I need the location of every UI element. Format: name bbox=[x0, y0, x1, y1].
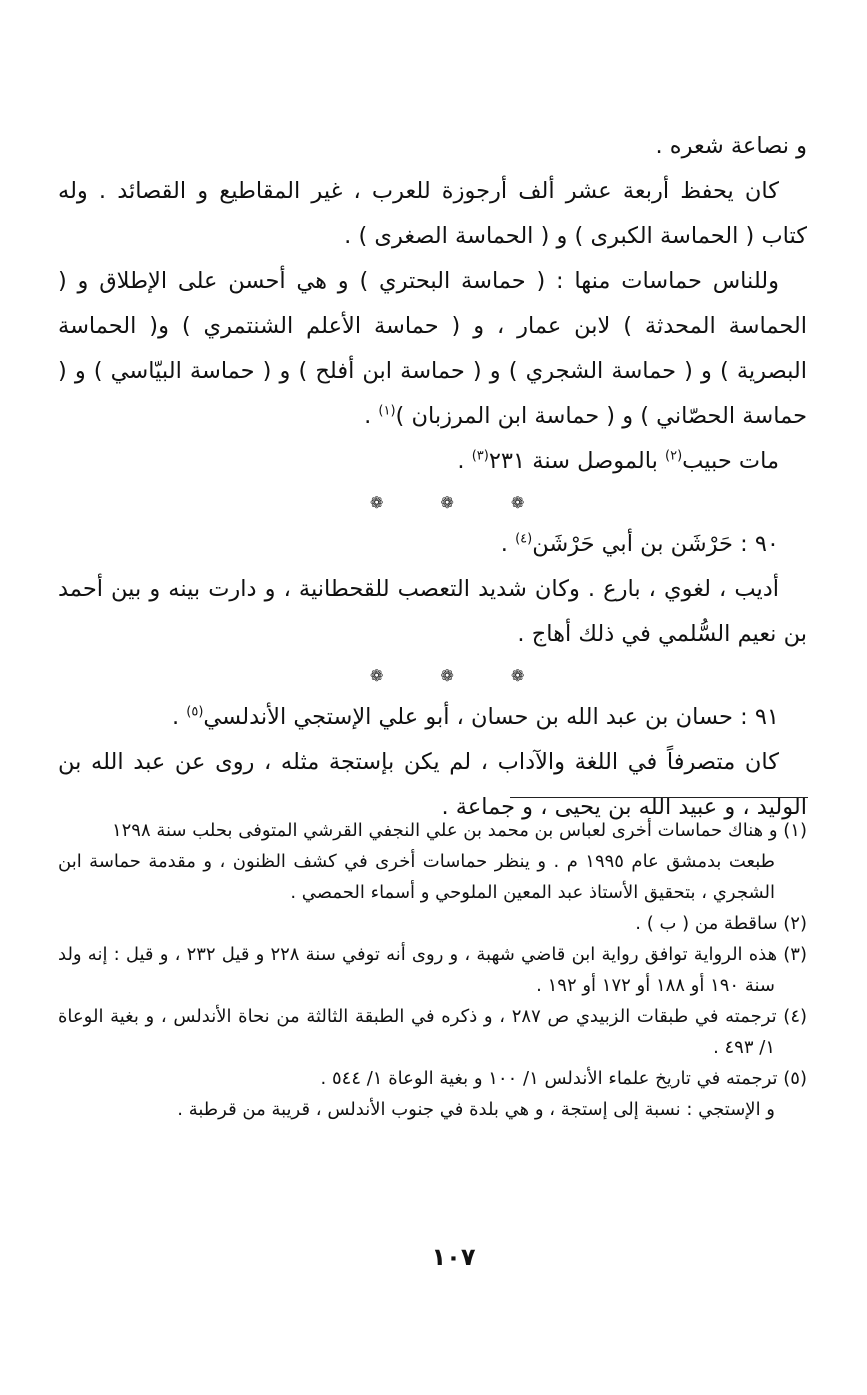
page-number: ١٠٧ bbox=[431, 1243, 476, 1271]
footnote-5: (٥) ترجمته في تاريخ علماء الأندلس ١/ ١٠٠ و بغية الوعاة ١/ ٥٤٤ . bbox=[320, 1068, 807, 1089]
entry-90-end: . bbox=[500, 531, 516, 557]
footnote-2: (٢) ساقطة من ( ب ) . bbox=[635, 913, 807, 934]
main-text bbox=[58, 124, 807, 830]
entry-90-title: ٩٠ : حَرْشَن بن أبي حَرْشَن bbox=[532, 531, 779, 557]
section-separator-ornament: ❁ ❁ ❁ bbox=[370, 493, 551, 512]
section-separator-ornament: ❁ ❁ ❁ bbox=[370, 666, 551, 685]
paragraph-other-hamasat bbox=[58, 259, 807, 439]
continuation-line: و نصاعة شعره . bbox=[655, 133, 807, 159]
entry-90-body: أديب ، لغوي ، بارع . وكان شديد التعصب للقحطانية ، و دارت بينه و بين أحمد بن نعيم السُّلمي في ذلك أهاج . bbox=[58, 576, 807, 647]
footnote-divider bbox=[510, 797, 808, 798]
footnote-1: (١) و هناك حماسات أخرى لعباس بن محمد بن علي النجفي القرشي المتوفى بحلب سنة ١٢٩٨ bbox=[111, 820, 807, 841]
entry-91-title: ٩١ : حسان بن عبد الله بن حسان ، أبو علي الإستجي الأندلسي bbox=[203, 704, 779, 730]
death-line-text-1: مات حبيب bbox=[682, 448, 779, 474]
footnote-ref-3: (٣) bbox=[471, 448, 489, 464]
entry-91-end: . bbox=[171, 704, 187, 730]
entry-90-heading bbox=[58, 522, 807, 567]
footnotes bbox=[58, 815, 807, 1125]
paragraph-hamasa-books: كان يحفظ أربعة عشر ألف أرجوزة للعرب ، غير المقاطيع و القصائد . وله كتاب ( الحماسة الكبرى ) و ( الحماسة الصغرى ) . bbox=[58, 178, 807, 249]
footnote-4: (٤) ترجمته في طبقات الزبيدي ص ٢٨٧ ، و ذكره في الطبقة الثالثة من نحاة الأندلس ، و بغية الوعاة ١/ ٤٩٣ . bbox=[58, 1006, 808, 1058]
death-line bbox=[58, 439, 807, 484]
footnote-3: (٣) هذه الرواية توافق رواية ابن قاضي شهبة ، و روى أنه توفي سنة ٢٢٨ و قيل ٢٣٢ ، و قيل : إنه ولد سنة ١٩٠ أو ١٨٨ أو ١٧٢ أو ١٩٢ . bbox=[58, 944, 807, 996]
footnote-ref-4: (٤) bbox=[515, 531, 533, 547]
footnote-ref-5: (٥) bbox=[186, 704, 204, 720]
footnote-ref-2: (٢) bbox=[665, 448, 683, 464]
paragraph-other-hamasat-text: وللناس حماسات منها : ( حماسة البحتري ) و هي أحسن على الإطلاق و ( الحماسة المحدثة ) لابن عمار ، و ( حماسة الأعلم الشنتمري ) و( الحماسة البصرية ) و ( حماسة الشجري ) و ( حماسة ابن أفلح ) و ( حماسة البيّاسي ) و ( حماسة الحصّاني ) و ( حماسة ابن المرزبان ) bbox=[58, 268, 807, 429]
footnote-5-continuation: و الإستجي : نسبة إلى إستجة ، و هي بلدة في جنوب الأندلس ، قريبة من قرطبة . bbox=[177, 1099, 775, 1120]
footnote-ref-1: (١) bbox=[378, 403, 396, 419]
entry-91-heading bbox=[58, 695, 807, 740]
paragraph-end-mark: . bbox=[364, 403, 379, 429]
death-line-end: . bbox=[457, 448, 472, 474]
death-line-text-2: بالموصل سنة ٢٣١ bbox=[488, 448, 666, 474]
entry-91-body: كان متصرفاً في اللغة والآداب ، لم يكن بإستجة مثله ، روى عن عبد الله بن الوليد ، و عبيد الله بن يحيى ، و جماعة . bbox=[58, 749, 807, 820]
footnote-1-continuation: طبعت بدمشق عام ١٩٩٥ م . و ينظر حماسات أخرى في كشف الظنون ، و مقدمة حماسة ابن الشجري ، بتحقيق الأستاذ عبد المعين الملوحي و أسماء الحمصي . bbox=[58, 851, 775, 903]
